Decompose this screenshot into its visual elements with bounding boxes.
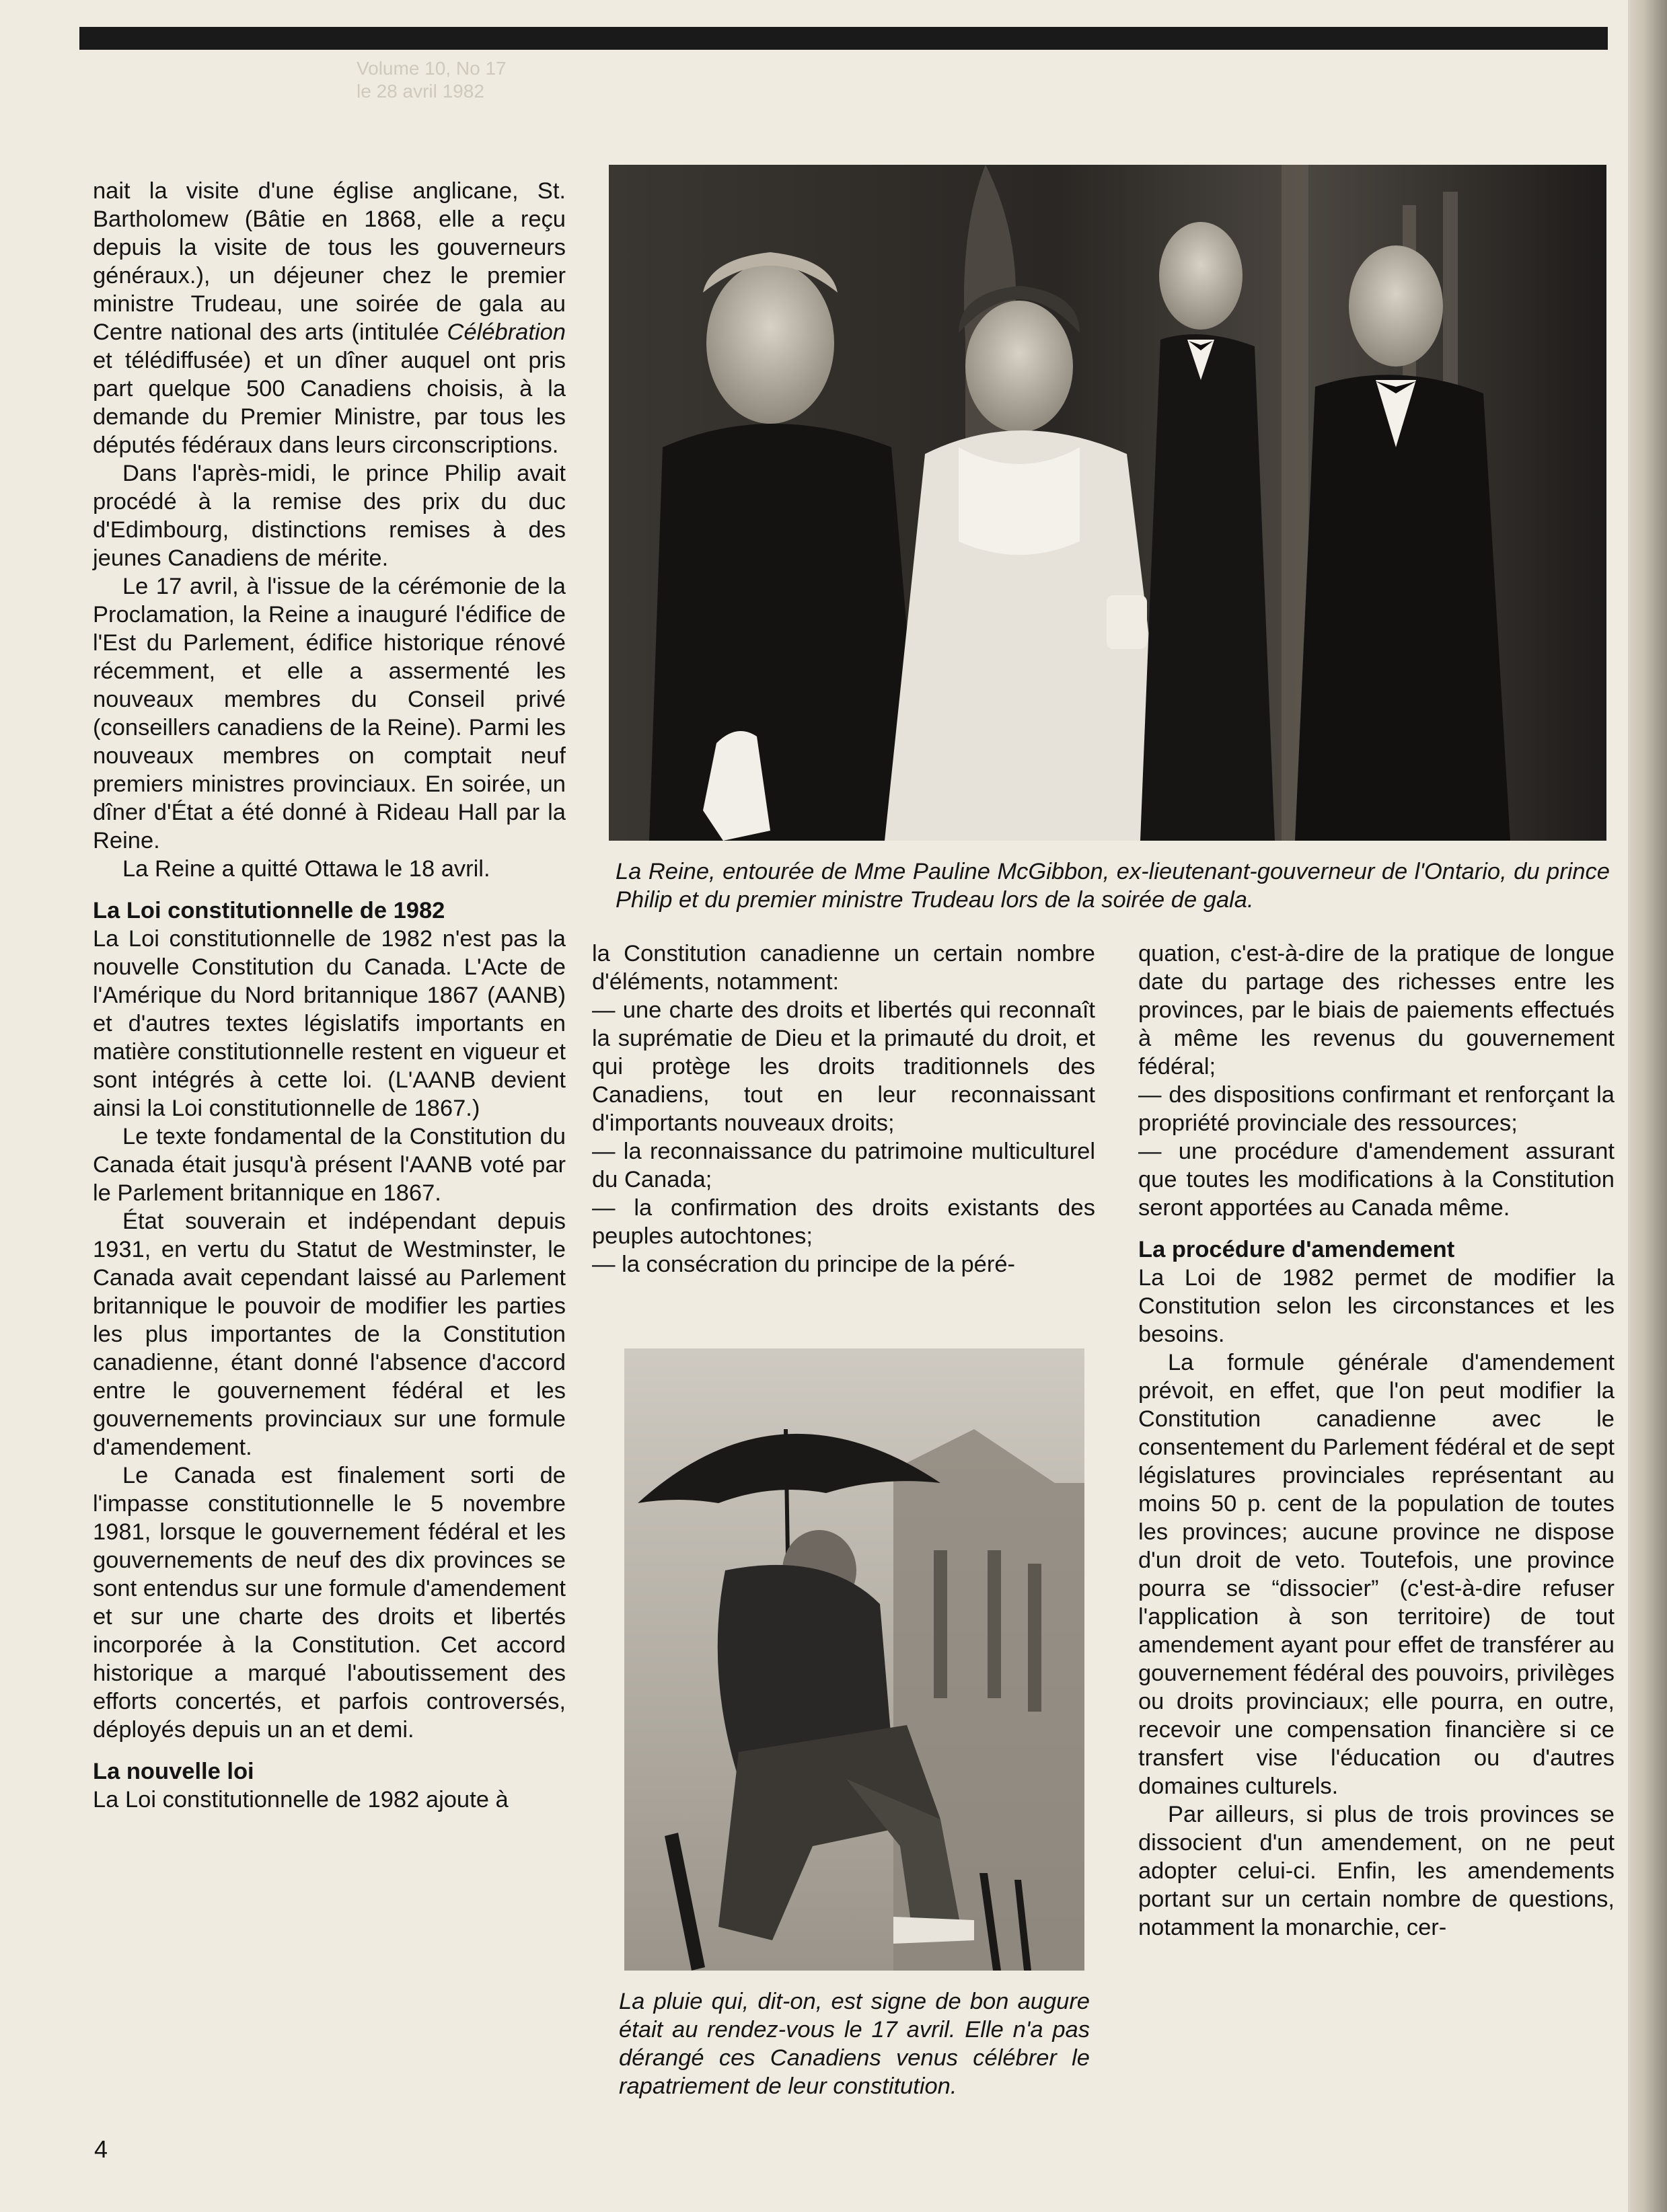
article-column-3 [1138,940,1615,1942]
photo-image [609,165,1606,841]
list-item: — des dispositions confirmant et renforçant la propriété provinciale des ressources; [1138,1082,1615,1136]
photo-umbrella [624,1348,1084,1971]
list-item: — la reconnaissance du patrimoine multiculturel du Canada; [592,1139,1095,1192]
photo-caption: La pluie qui, dit-on, est signe de bon augure était au rendez-vous le 17 avril. Elle n'a pas dérangé ces Canadiens venus célébrer le rapatriement de leur constitution. [619,1989,1090,2099]
paragraph: État souverain et indépendant depuis 1931, en vertu du Statut de Westminster, le Canada avait cependant laissé au Parlement britannique le pouvoir de modifier les parties les plus importantes de la Constitution canadienne, étant donné l'absence d'accord entre le gouvernement fédéral et les gouvernements provinciaux sur une formule d'amendement. [93,1209,566,1460]
paragraph: La Loi constitutionnelle de 1982 n'est pas la nouvelle Constitution du Canada. L'Acte de l'Amérique du Nord britannique 1867 (AANB) et d'autres textes législatifs importants en matière constitutionnelle restent en vigueur et sont intégrés à cette loi. (L'AANB devient ainsi la Loi constitutionnelle de 1867.) [93,926,566,1121]
article-column-1 [93,177,566,1814]
paragraph: La Reine a quitté Ottawa le 18 avril. [122,856,490,882]
photo-caption: La Reine, entourée de Mme Pauline McGibbon, ex-lieutenant-gouverneur de l'Ontario, du prince Philip et du premier ministre Trudeau lors de la soirée de gala. [616,859,1610,913]
article-column-2 [592,940,1095,1279]
list-item: — la confirmation des droits existants des peuples autochtones; [592,1195,1095,1249]
top-rule [79,27,1608,50]
paragraph: nait la visite d'une église anglicane, St. Bartholomew (Bâtie en 1868, elle a reçu depuis la visite de tous les gouverneurs généraux.), un déjeuner chez le premier ministre Trudeau, une soirée de gala au Centre national des arts (intitulée Célébration et télédiffusée) et un dîner auquel ont pris part quelque 500 Canadiens choisis, à la demande du Premier Ministre, par tous les députés fédéraux dans leurs circonscriptions. [93,178,566,458]
next-page-edge [1628,0,1667,2212]
section-heading: La Loi constitutionnelle de 1982 [93,898,445,923]
page-number: 4 [94,2135,108,2163]
list-item: — une procédure d'amendement assurant que toutes les modifications à la Constitution seront apportées au Canada même. [1138,1139,1615,1221]
paragraph: la Constitution canadienne un certain nombre d'éléments, notamment: [592,941,1095,995]
bleed-through-header: Volume 10, No 17 le 28 avril 1982 [357,58,507,102]
section-heading: La nouvelle loi [93,1759,254,1784]
paragraph: La Loi constitutionnelle de 1982 ajoute à [93,1787,509,1813]
list-item: — la consécration du principe de la péré- [592,1252,1016,1277]
paragraph: Dans l'après-midi, le prince Philip avait procédé à la remise des prix du duc d'Edimbourg, distinctions remises à des jeunes Canadiens de mérite. [93,461,566,571]
section-heading: La procédure d'amendement [1138,1237,1455,1262]
paragraph: Le 17 avril, à l'issue de la cérémonie de la Proclamation, la Reine a inauguré l'édifice de l'Est du Parlement, édifice historique rénové récemment, et elle a assermenté les nouveaux membres du Conseil privé (conseillers canadiens de la Reine). Parmi les nouveaux membres on comptait neuf premiers ministres provinciaux. En soirée, un dîner d'État a été donné à Rideau Hall par la Reine. [93,574,566,853]
paragraph: Par ailleurs, si plus de trois provinces se dissocient d'un amendement, on ne peut adopter celui-ci. Enfin, les amendements portant sur un certain nombre de questions, notamment la monarchie, cer- [1138,1802,1615,1940]
paragraph: Le texte fondamental de la Constitution du Canada était jusqu'à présent l'AANB voté par le Parlement britannique en 1867. [93,1124,566,1206]
photo-queen-group [609,165,1606,841]
paragraph: La Loi de 1982 permet de modifier la Constitution selon les circonstances et les besoins. [1138,1265,1615,1347]
photo-image [624,1348,1084,1971]
paragraph: Le Canada est finalement sorti de l'impasse constitutionnelle le 5 novembre 1981, lorsque le gouvernement fédéral et les gouvernements de neuf des dix provinces se sont entendus sur une formule d'amendement et sur une charte des droits et libertés incorporée à la Constitution. Cet accord historique a marqué l'aboutissement des efforts concertés, et parfois controversés, déployés depuis un an et demi. [93,1463,566,1743]
paragraph: quation, c'est-à-dire de la pratique de longue date du partage des richesses entre les provinces, par le biais de paiements effectués à même les revenus du gouvernement fédéral; [1138,941,1615,1079]
paragraph: La formule générale d'amendement prévoit, en effet, que l'on peut modifier la Constitution canadienne avec le consentement du Parlement fédéral et de sept législatures provinciales représentant au moins 50 p. cent de la population de toutes les provinces; aucune province ne dispose d'un droit de veto. Toutefois, une province pourra se “dissocier” (c'est-à-dire refuser l'application à son territoire) de tout amendement ayant pour effet de transférer au gouvernement fédéral des pouvoirs, privilèges ou droits provinciaux; elle pourra, en outre, recevoir une compensation financière si ce transfert vise l'éducation ou d'autres domaines culturels. [1138,1350,1615,1799]
list-item: — une charte des droits et libertés qui reconnaît la suprématie de Dieu et la primauté du droit, et qui protège les droits traditionnels des Canadiens, tout en leur reconnaissant d'importants nouveaux droits; [592,997,1095,1136]
